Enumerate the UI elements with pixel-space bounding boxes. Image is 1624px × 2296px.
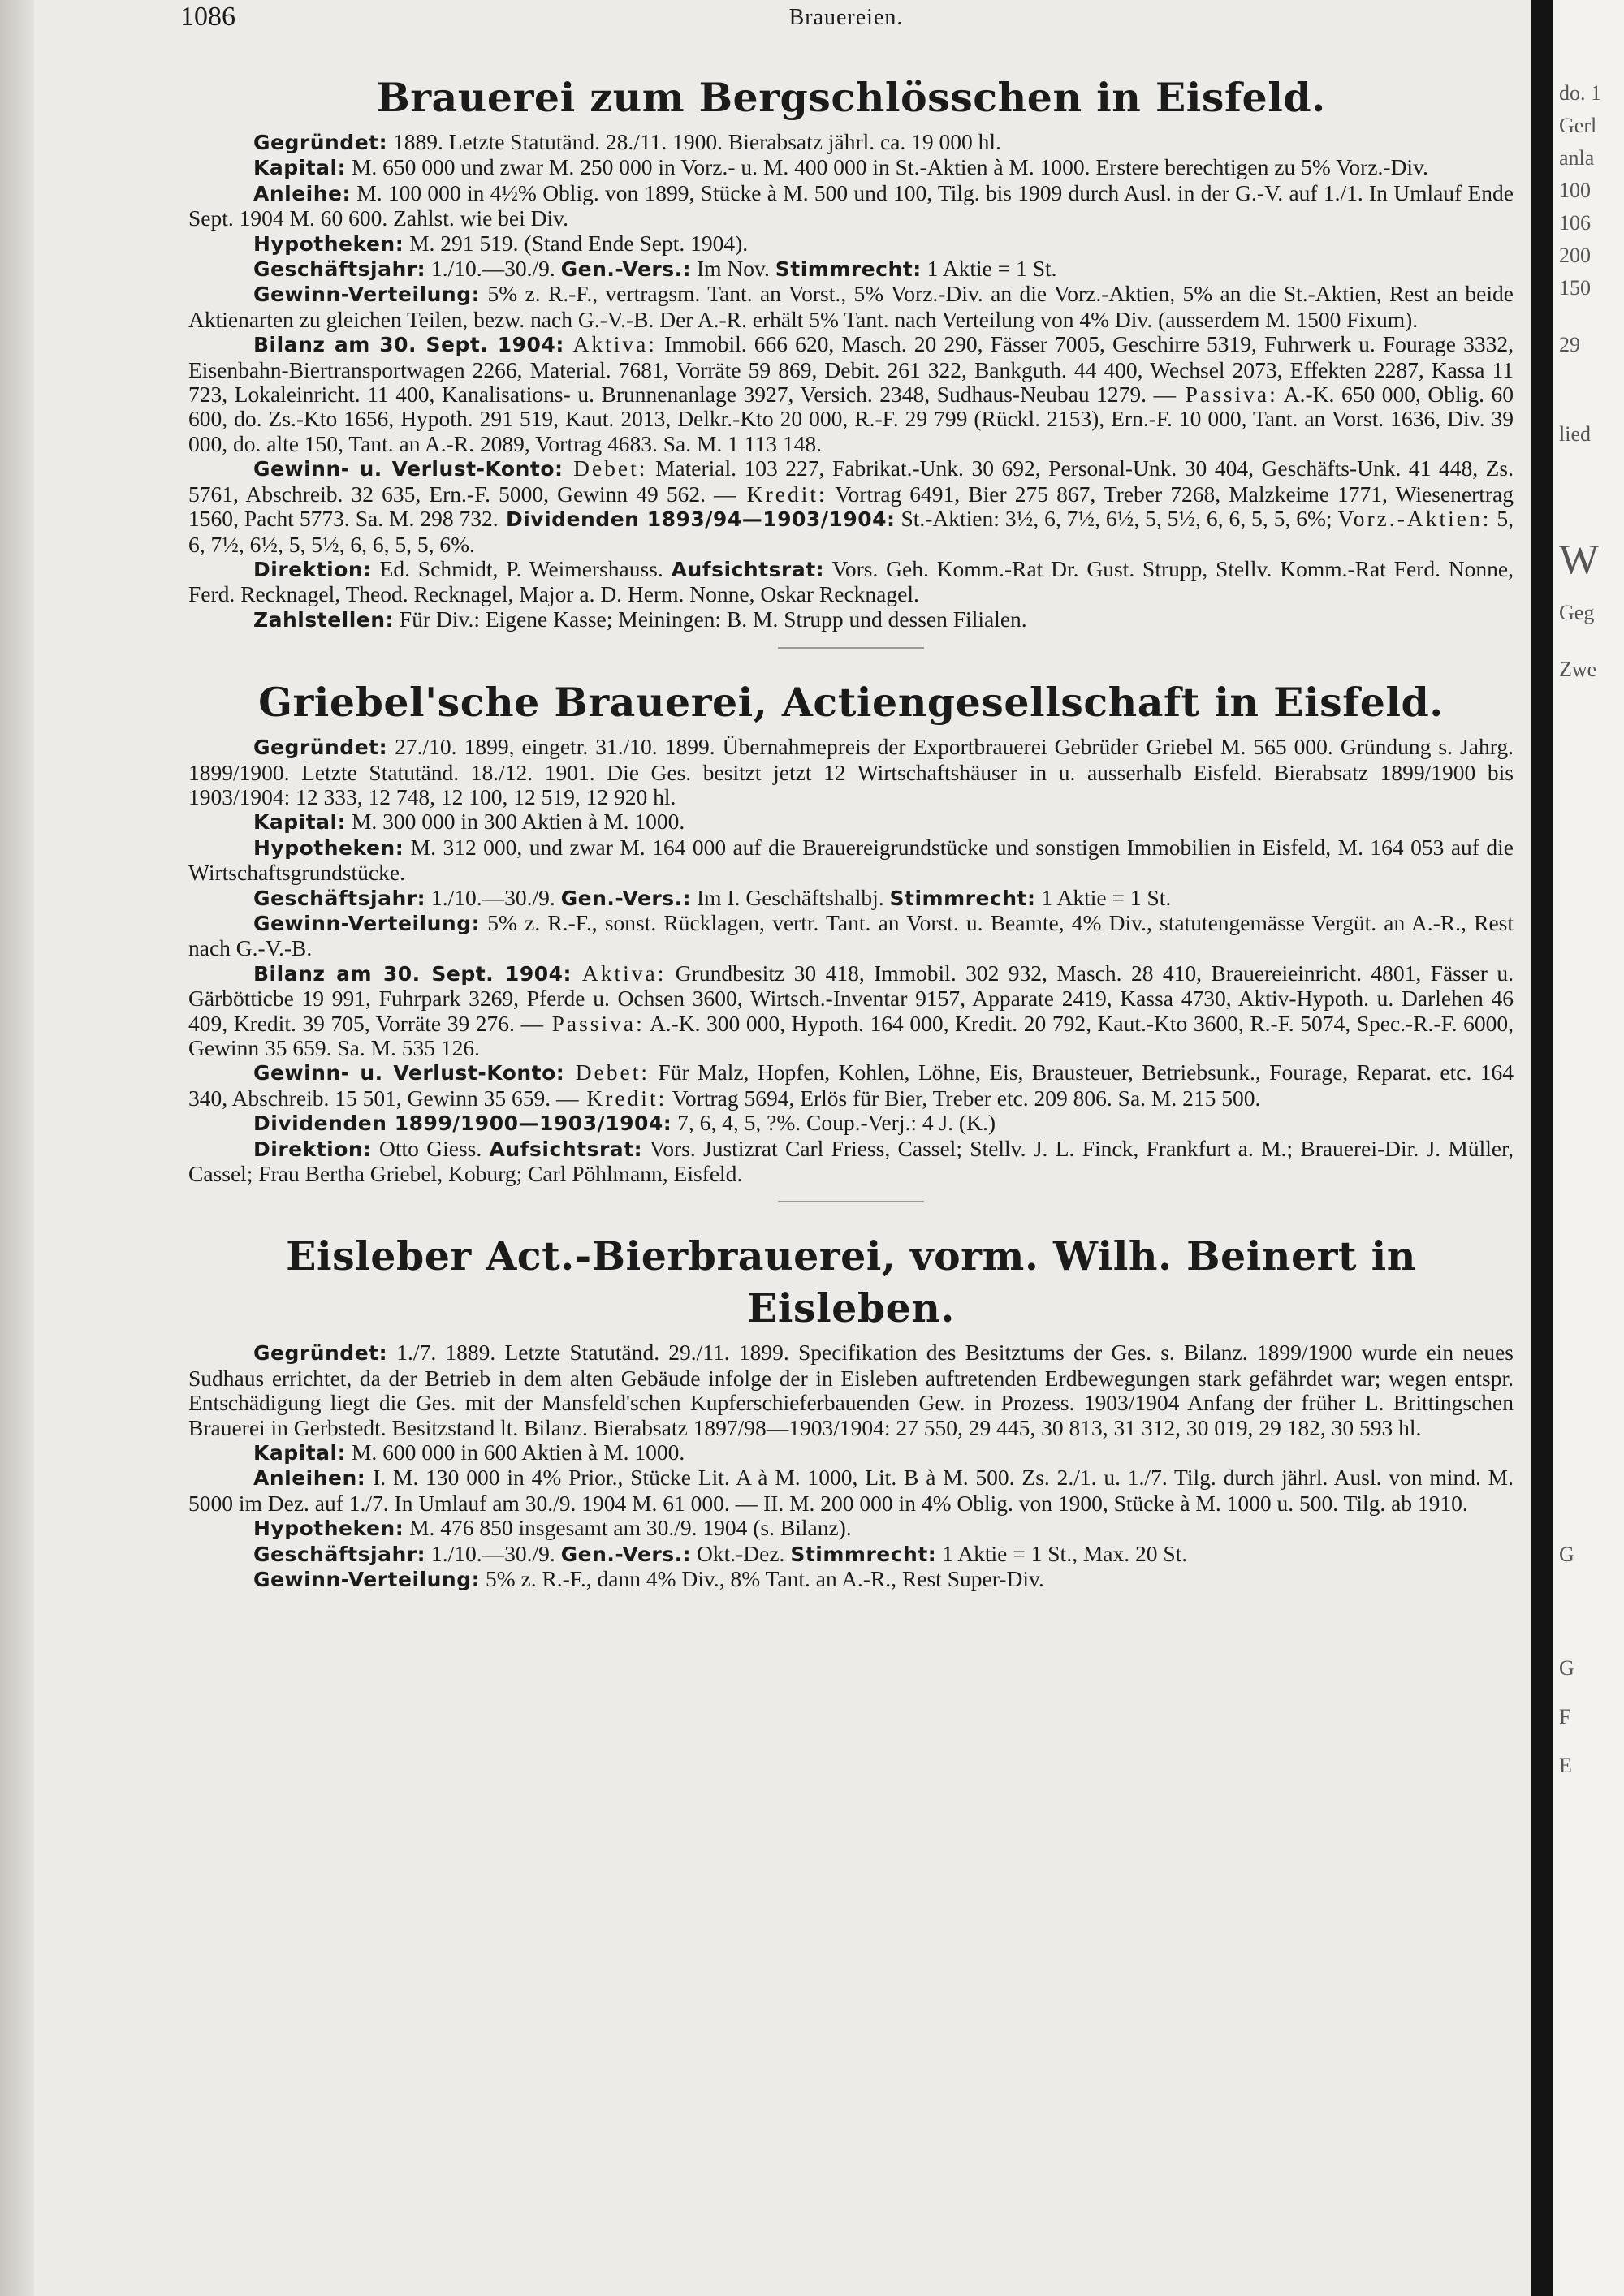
- page-number: 1086: [180, 2, 235, 32]
- balance-sheet-paragraph: Bilanz am 30. Sept. 1904: Aktiva: Immobil. 666 620, Masch. 20 290, Fässer 7005, Geschirre 5319, Fuhrwerk u. Fourage 3332, Eisenbahn-Biertransportwagen 2266, Material. 7681, Vorräte 59 869, Debit. 261 322, Bankguth. 44 400, Wechsel 2073, Effekten 2287, Kassa 11 723, Lokaleinricht. 11 400, Kanalisations- u. Brunnenanlage 3927, Versich. 2348, Sudhaus-Neubau 1279. — Passiva: A.-K. 650 000, Oblig. 60 600, do. Zs.-Kto 1656, Hypoth. 291 519, Kaut. 2013, Delkr.-Kto 20 000, R.-F. 29 799 (Rückl. 2153), Ern.-F. 10 000, Tant. an Vorst. 1636, Div. 39 000, do. alte 150, Tant. an A.-R. 2089, Vortrag 4683. Sa. M. 1 113 148.: [188, 331, 1514, 456]
- section-divider: [778, 1201, 924, 1202]
- capital-paragraph: Kapital: M. 600 000 in 600 Aktien à M. 1000.: [253, 1439, 685, 1465]
- company-title: Griebel'sche Brauerei, Actiengesellschaft in Eisfeld.: [258, 679, 1444, 727]
- paying-agents-paragraph: Zahlstellen: Für Div.: Eigene Kasse; Meiningen: B. M. Strupp und dessen Filialen.: [253, 606, 1027, 632]
- dividends-paragraph: Dividenden 1899/1900—1903/1904: 7, 6, 4, 5, ?%. Coup.-Verj.: 4 J. (K.): [253, 1110, 996, 1136]
- adjacent-page-edge: [1553, 0, 1624, 2296]
- mortgage-paragraph: Hypotheken: M. 312 000, und zwar M. 164 000 auf die Brauereigrundstücke und sonstigen Immobilien in Eisfeld, M. 164 053 auf die Wirtschaftsgrundstücke.: [188, 834, 1514, 886]
- adjacent-fragment: W: [1559, 537, 1600, 583]
- adjacent-fragment: 200: [1559, 244, 1591, 267]
- adjacent-fragment: F: [1559, 1705, 1571, 1728]
- profit-loss-paragraph: Gewinn- u. Verlust-Konto: Debet: Für Malz, Hopfen, Kohlen, Löhne, Eis, Brausteuer, Betriebsunk., Fourage, Reparat. etc. 164 340, Abschreib. 15 501, Gewinn 35 659. — Kredit: Vortrag 5694, Erlös für Bier, Treber etc. 209 806. Sa. M. 215 500.: [188, 1060, 1514, 1111]
- adjacent-fragment: 106: [1559, 211, 1591, 235]
- management-paragraph: Direktion: Otto Giess. Aufsichtsrat: Vors. Justizrat Carl Friess, Cassel; Stellv. J. L. Finck, Frankfurt a. M.; Brauerei-Dir. J. Müller, Cassel; Frau Bertha Griebel, Koburg; Carl Pöhlmann, Eisfeld.: [188, 1135, 1514, 1187]
- mortgage-paragraph: Hypotheken: M. 291 519. (Stand Ende Sept. 1904).: [253, 230, 749, 256]
- adjacent-fragment: G: [1559, 1656, 1574, 1680]
- running-title: Brauereien.: [788, 5, 904, 30]
- loan-paragraph: Anleihe: M. 100 000 in 4½% Oblig. von 1899, Stücke à M. 500 und 100, Tilg. bis 1909 durch Ausl. in der G.-V. auf 1./1. In Umlauf Ende Sept. 1904 M. 60 600. Zahlst. wie bei Div.: [188, 179, 1514, 231]
- company-entry-griebel: [188, 676, 1514, 1186]
- founded-paragraph: Gegründet: 1889. Letzte Statutänd. 28./11. 1900. Bierabsatz jährl. ca. 19 000 hl.: [253, 129, 1001, 154]
- adjacent-fragment: lied: [1559, 422, 1591, 446]
- company-entry-eisleber: [188, 1230, 1514, 1592]
- book-gutter: [1531, 0, 1553, 2296]
- page-binding-shadow: [0, 0, 34, 2296]
- profit-distribution-paragraph: Gewinn-Verteilung: 5% z. R.-F., sonst. Rücklagen, vertr. Tant. an Vorst. u. Beamte, 4% Div., statutengemässe Vergüt. an A.-R., Rest nach G.-V.-B.: [188, 909, 1514, 961]
- adjacent-fragment: 29: [1559, 333, 1580, 356]
- adjacent-fragment: Zwe: [1559, 658, 1597, 681]
- adjacent-fragment: anla: [1559, 146, 1595, 170]
- founded-paragraph: Gegründet: 1./7. 1889. Letzte Statutänd. 29./11. 1899. Specifikation des Besitztums der Ges. s. Bilanz. 1899/1900 wurde ein neues Sudhaus errichtet, da der Betrieb in dem alten Gebäude infolge der in Eisleben auftretenden Erdbewegungen stark gefährdet war; wegen entspr. Entschädigung liegt die Ges. mit der Mansfeld'schen Kupferschieferbauenden Gew. in Prozess. 1903/1904 Anfang der früher L. Brittingschen Brauerei in Gerbstedt. Besitzstand lt. Bilanz. Bierabsatz 1897/98—1903/1904: 27 550, 29 445, 30 813, 31 312, 30 019, 29 182, 30 593 hl.: [188, 1340, 1514, 1440]
- section-divider: [778, 647, 924, 649]
- management-paragraph: Direktion: Ed. Schmidt, P. Weimershauss. Aufsichtsrat: Vors. Geh. Komm.-Rat Dr. Gust. Strupp, Stellv. Komm.-Rat Ferd. Nonne, Ferd. Recknagel, Theod. Recknagel, Major a. D. Herm. Nonne, Oskar Recknagel.: [188, 555, 1514, 607]
- adjacent-fragment: Geg: [1559, 601, 1595, 624]
- profit-loss-paragraph: Gewinn- u. Verlust-Konto: Debet: Material. 103 227, Fabrikat.-Unk. 30 692, Personal-Unk. 30 404, Geschäfts-Unk. 41 448, Zs. 5761, Abschreib. 32 635, Ern.-F. 5000, Gewinn 49 562. — Kredit: Vortrag 6491, Bier 275 867, Treber 7268, Malzkeime 1771, Wiesenertrag 1560, Pacht 5773. Sa. M. 298 732. Dividenden 1893/94—1903/1904: St.-Aktien: 3½, 6, 7½, 6½, 5, 5½, 6, 6, 5, 5, 6%; Vorz.-Aktien: 5, 6, 7½, 6½, 5, 5½, 6, 6, 5, 5, 6%.: [188, 455, 1514, 557]
- profit-distribution-paragraph: Gewinn-Verteilung: 5% z. R.-F., vertragsm. Tant. an Vorst., 5% Vorz.-Div. an die Vorz.-Aktien, 5% an die St.-Aktien, Rest an beide Aktienarten zu gleichen Teilen, bezw. nach G.-V.-B. Der A.-R. erhält 5% Tant. nach Verteilung von 4% Div. (ausserdem M. 1500 Fixum).: [188, 281, 1514, 332]
- profit-distribution-paragraph: Gewinn-Verteilung: 5% z. R.-F., dann 4% Div., 8% Tant. an A.-R., Rest Super-Div.: [253, 1566, 1044, 1592]
- business-year-paragraph: Geschäftsjahr: 1./10.—30./9. Gen.-Vers.: Okt.-Dez. Stimmrecht: 1 Aktie = 1 St., Max. 20 St.: [253, 1540, 1188, 1566]
- capital-paragraph: Kapital: M. 650 000 und zwar M. 250 000 in Vorz.- u. M. 400 000 in St.-Aktien à M. 1000. Erstere berechtigen zu 5% Vorz.-Div.: [253, 154, 1428, 180]
- mortgage-paragraph: Hypotheken: M. 476 850 insgesamt am 30./9. 1904 (s. Bilanz).: [253, 1515, 852, 1541]
- company-title: Eisleber Act.-Bierbrauerei, vorm. Wilh. Beinert in Eisleben.: [286, 1232, 1416, 1332]
- capital-paragraph: Kapital: M. 300 000 in 300 Aktien à M. 1000.: [253, 809, 685, 835]
- adjacent-fragment: E: [1559, 1754, 1572, 1777]
- business-year-paragraph: Geschäftsjahr: 1./10.—30./9. Gen.-Vers.: Im I. Geschäftshalbj. Stimmrecht: 1 Aktie = 1 St.: [253, 884, 1172, 910]
- company-entry-bergschloesschen: [188, 71, 1514, 632]
- page-content: [188, 71, 1514, 1593]
- founded-paragraph: Gegründet: 27./10. 1899, eingetr. 31./10. 1899. Übernahmepreis der Exportbrauerei Gebrüder Griebel M. 565 000. Gründung s. Jahrg. 1899/1900. Letzte Statutänd. 18./12. 1901. Die Ges. besitzt jetzt 12 Wirtschaftshäuser in u. ausserhalb Eisfeld. Bierabsatz 1899/1900 bis 1903/1904: 12 333, 12 748, 12 100, 12 519, 12 920 hl.: [188, 734, 1514, 809]
- adjacent-fragment: 150: [1559, 276, 1591, 300]
- adjacent-fragment: do. 1: [1559, 81, 1601, 105]
- adjacent-fragment: 100: [1559, 179, 1591, 202]
- company-title: Brauerei zum Bergschlösschen in Eisfeld.: [376, 74, 1326, 121]
- loans-paragraph: Anleihen: I. M. 130 000 in 4% Prior., Stücke Lit. A à M. 1000, Lit. B à M. 500. Zs. 2./1. u. 1./7. Tilg. durch jährl. Ausl. von mind. M. 5000 im Dez. auf 1./7. In Umlauf am 30./9. 1904 M. 61 000. — II. M. 200 000 in 4% Oblig. von 1900, Stücke à M. 1000 u. 500. Tilg. ab 1910.: [188, 1465, 1514, 1516]
- adjacent-fragment: G: [1559, 1543, 1574, 1566]
- page-header: [180, 2, 1512, 34]
- business-year-paragraph: Geschäftsjahr: 1./10.—30./9. Gen.-Vers.: Im Nov. Stimmrecht: 1 Aktie = 1 St.: [253, 256, 1057, 282]
- balance-sheet-paragraph: Bilanz am 30. Sept. 1904: Aktiva: Grundbesitz 30 418, Immobil. 302 932, Masch. 28 410, Brauereieinricht. 4801, Fässer u. Gärbötticbe 19 991, Fuhrpark 3269, Pferde u. Ochsen 3600, Wirtsch.-Inventar 9157, Apparate 2419, Kassa 4730, Aktiv-Hypoth. u. Darlehen 46 409, Kredit. 39 705, Vorräte 39 276. — Passiva: A.-K. 300 000, Hypoth. 164 000, Kredit. 20 792, Kaut.-Kto 3600, R.-F. 5074, Spec.-R.-F. 6000, Gewinn 35 659. Sa. M. 535 126.: [188, 960, 1514, 1060]
- adjacent-fragment: Gerl: [1559, 114, 1597, 137]
